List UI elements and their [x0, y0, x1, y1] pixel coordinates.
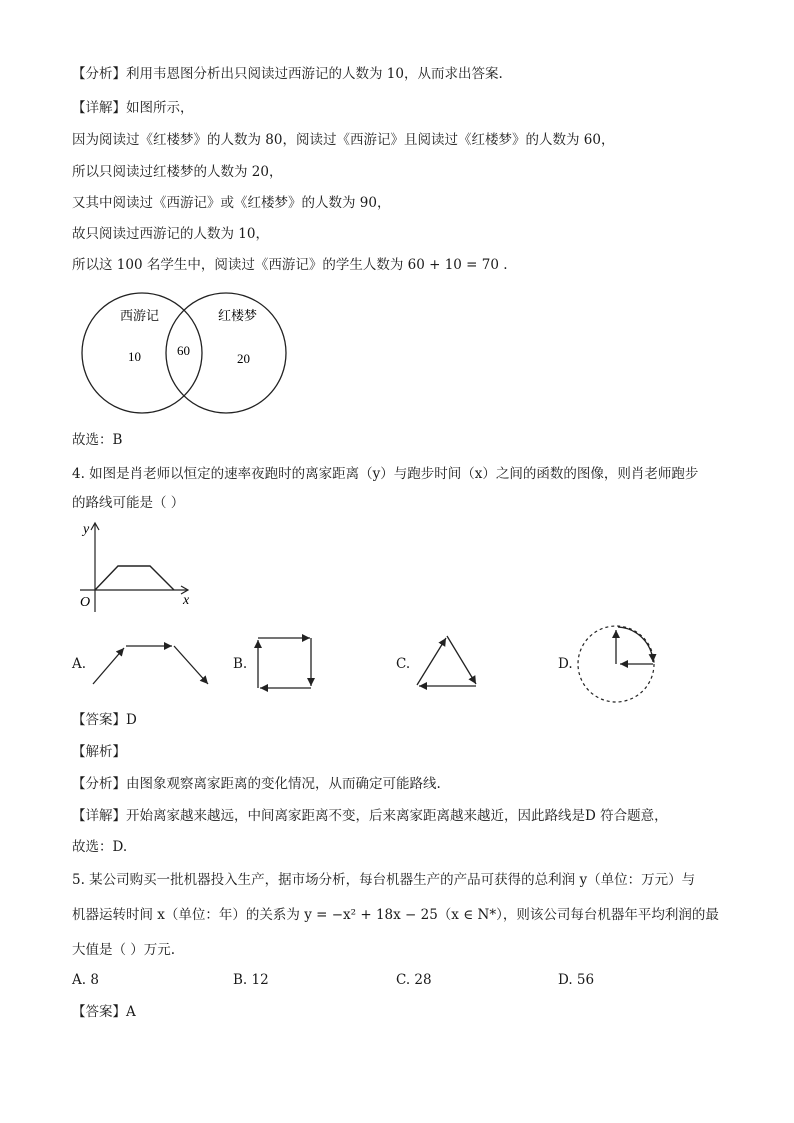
venn-left-only: 10 [128, 349, 141, 364]
answer-tag: 【答案】 [72, 712, 126, 728]
detail-text: 如图所示， [126, 100, 194, 116]
option-b-figure [252, 632, 318, 694]
detail-tag-q4: 【详解】 [72, 808, 126, 824]
analysis-text: 利用韦恩图分析出只阅读过西游记的人数为 10，从而求出答案. [126, 66, 503, 82]
jiexi-line: 【解析】 [72, 744, 126, 760]
solution-line-3: 又其中阅读过《西游记》或《红楼梦》的人数为 90， [72, 195, 391, 211]
option-c-label: C. [396, 656, 411, 672]
answer-line-q4 [72, 710, 137, 730]
solution-line-4: 故只阅读过西游记的人数为 10， [72, 226, 269, 242]
option-a-label: A. [72, 656, 87, 672]
analysis-tag-q4: 【分析】 [72, 776, 126, 792]
venn-right-only: 20 [237, 351, 250, 366]
function-curve [95, 566, 174, 590]
q5-option-d: D. 56 [558, 972, 595, 988]
answer-tag-q5: 【答案】 [72, 1004, 126, 1020]
detail-tag: 【详解】 [72, 100, 126, 116]
question-5-line-3: 大值是（ ）万元. [72, 942, 176, 958]
question-4-line-1: 4. 如图是肖老师以恒定的速率夜跑时的离家距离（y）与跑步时间（x）之间的函数的图像，则肖老师跑步 [72, 466, 699, 482]
origin-label: O [80, 595, 91, 610]
analysis-line-q4 [72, 774, 441, 794]
choose-line-q4: 故选：D. [72, 839, 128, 855]
detail-line-q4 [72, 806, 668, 826]
analysis-tag: 【分析】 [72, 66, 126, 82]
venn-diagram [78, 290, 294, 420]
detail-text-q4: 开始离家越来越远，中间离家距离不变，后来离家距离越来越近，因此路线是D 符合题意， [126, 808, 668, 824]
option-d-figure [576, 622, 662, 708]
solution-line-5: 所以这 100 名学生中，阅读过《西游记》的学生人数为 60 + 10 = 70 . [72, 257, 508, 273]
q5-option-b: B. 12 [233, 972, 269, 988]
option-a-figure [88, 640, 214, 690]
answer-value: D [126, 712, 137, 728]
choose-line: 故选：B [72, 432, 123, 448]
analysis-line [72, 64, 503, 84]
venn-intersection: 60 [177, 343, 190, 358]
question-5-line-2: 机器运转时间 x（单位：年）的关系为 y = −x² + 18x − 25（x ∈ N*），则该公司每台机器年平均利润的最 [72, 907, 719, 923]
y-axis-label: y [83, 522, 90, 537]
venn-left-label: 西游记 [120, 308, 160, 323]
option-d-label: D. [558, 656, 573, 672]
option-b-label: B. [233, 656, 248, 672]
x-axis-label: x [183, 593, 190, 608]
question-5-line-1: 5. 某公司购买一批机器投入生产，据市场分析，每台机器生产的产品可获得的总利润 y（单位：万元）与 [72, 872, 696, 888]
venn-right-label: 红楼梦 [218, 308, 258, 323]
q5-option-a: A. 8 [72, 972, 99, 988]
solution-line-1: 因为阅读过《红楼梦》的人数为 80，阅读过《西游记》且阅读过《红楼梦》的人数为 60， [72, 132, 615, 148]
answer-line-q5 [72, 1002, 136, 1022]
q5-option-c: C. 28 [396, 972, 432, 988]
analysis-text-q4: 由图象观察离家距离的变化情况，从而确定可能路线. [126, 776, 441, 792]
detail-line [72, 98, 194, 118]
answer-value-q5: A [126, 1004, 136, 1020]
solution-line-2: 所以只阅读过红楼梦的人数为 20， [72, 164, 283, 180]
question-4-line-2: 的路线可能是（ ） [72, 495, 185, 511]
option-c-figure [412, 632, 482, 690]
distance-time-graph [70, 520, 200, 614]
